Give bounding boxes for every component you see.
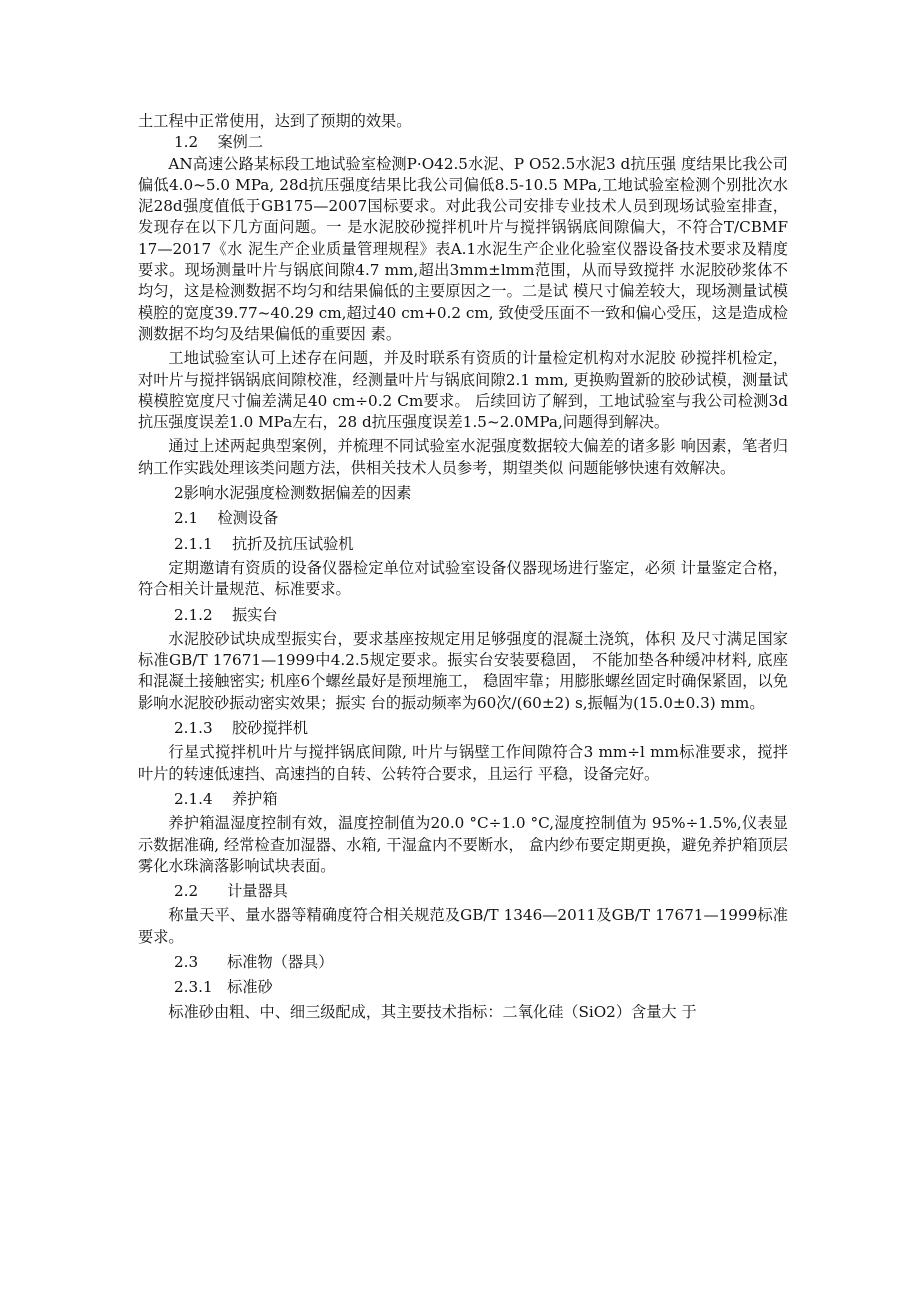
section-heading-2-1-4: 2.1.4 养护箱 bbox=[174, 789, 278, 808]
section-heading-2-1-2: 2.1.2 振实台 bbox=[174, 605, 278, 624]
paragraph-case-two: AN高速公路某标段工地试验室检测P·O42.5水泥、P O52.5水泥3 d抗压强 度结果比我公司偏低4.0~5.0 MPa, 28d抗压强度结果比我公司偏低8.5-10.5 MPa,工地试验室检测个别批次水泥28d强度值低于GB175—2007国标要求。对此我公司安排专业技术人员到现场试验室排查，发现存在以下几方面问题。一 是水泥胶砂搅拌机叶片与搅拌锅锅底间隙偏大，不符合T/CBMF 17—2017《水 泥生产企业质量管理规程》表A.1水泥生产企业化验室仪器设备技术要求及精度 要求。现场测量叶片与锅底间隙4.7 mm,超出3mm±lmm范围，从而导致搅拌 水泥胶砂浆体不均匀，这是检测数据不均匀和结果偏低的主要原因之一。二是试 模尺寸偏差较大，现场测量试模模腔的宽度39.77~40.29 cm,超过40 cm+0.2 cm, 致使受压面不一致和偏心受压，这是造成检测数据不均匀及结果偏低的重要因 素。 bbox=[138, 154, 788, 343]
paragraph-measuring-instruments: 称量天平、量水器等精确度符合相关规范及GB/T 1346—2011及GB/T 17671—1999标准要求。 bbox=[138, 906, 788, 946]
section-heading-2-1: 2.1 检测设备 bbox=[174, 509, 279, 528]
section-heading-2-1-3: 2.1.3 胶砂搅拌机 bbox=[174, 719, 308, 738]
paragraph-continuation: 土工程中正常使用，达到了预期的效果。 bbox=[138, 112, 412, 130]
section-heading-2-1-1: 2.1.1 抗折及抗压试验机 bbox=[174, 534, 354, 553]
paragraph-testing-machine: 定期邀请有资质的设备仪器检定单位对试验室设备仪器现场进行鉴定，必须 计量鉴定合格，符合相关计量规范、标准要求。 bbox=[138, 558, 788, 599]
section-heading-1-2: 1.2 案例二 bbox=[174, 133, 264, 152]
paragraph-standard-sand: 标准砂由粗、中、细三级配成，其主要技术指标：二氧化硅（SiO2）含量大 于 bbox=[168, 1002, 697, 1021]
paragraph-lab-resolution: 工地试验室认可上述存在问题，并及时联系有资质的计量检定机构对水泥胶 砂搅拌机检定，对叶片与搅拌锅锅底间隙校准，经测量叶片与锅底间隙2.1 mm, 更换购置新的胶砂试模，测量试模模腔宽度尺寸偏差满足40 cm÷0.2 Cm要求。 后续回访了解到，工地试验室与我公司检测3d抗压强度误差1.0 MPa左右，28 d抗压强度误差1.5~2.0MPa,问题得到解决。 bbox=[138, 349, 788, 432]
section-heading-2-3-1: 2.3.1 标准砂 bbox=[174, 978, 273, 997]
document-body bbox=[138, 111, 788, 1023]
paragraph-mortar-mixer: 行星式搅拌机叶片与搅拌锅底间隙, 叶片与锅壁工作间隙符合3 mm÷l mm标准要求，搅拌叶片的转速低速挡、高速挡的自转、公转符合要求，且运行 平稳，设备完好。 bbox=[138, 743, 788, 783]
section-heading-2: 2影响水泥强度检测数据偏差的因素 bbox=[174, 484, 412, 503]
paragraph-curing-box: 养护箱温湿度控制有效，温度控制值为20.0 °C÷1.0 °C,湿度控制值为 95%÷1.5%,仪表显示数据准确, 经常检查加湿器、水箱, 干湿盒内不要断水， 盒内纱布要定期更换，避免养护箱顶层雾化水珠滴落影响试块表面。 bbox=[138, 814, 788, 875]
paragraph-vibration-table: 水泥胶砂试块成型振实台，要求基座按规定用足够强度的混凝土浇筑，体积 及尺寸满足国家标准GB/T 17671—1999中4.2.5规定要求。振实台安装要稳固， 不能加垫各种缓冲材料, 底座和混凝土接触密实; 机座6个螺丝最好是预埋施工， 稳固牢靠；用膨胀螺丝固定时确保紧固，以免影响水泥胶砂振动密实效果；振实 台的振动频率为60次/(60±2) s,振幅为(15.0±0.3) mm。 bbox=[138, 629, 788, 712]
section-heading-2-3: 2.3 标准物（器具） bbox=[174, 952, 334, 971]
section-heading-2-2: 2.2 计量器具 bbox=[174, 882, 288, 901]
paragraph-summary: 通过上述两起典型案例，并梳理不同试验室水泥强度数据较大偏差的诸多影 响因素，笔者归纳工作实践处理该类问题方法，供相关技术人员参考，期望类似 问题能够快速有效解决。 bbox=[138, 437, 788, 477]
